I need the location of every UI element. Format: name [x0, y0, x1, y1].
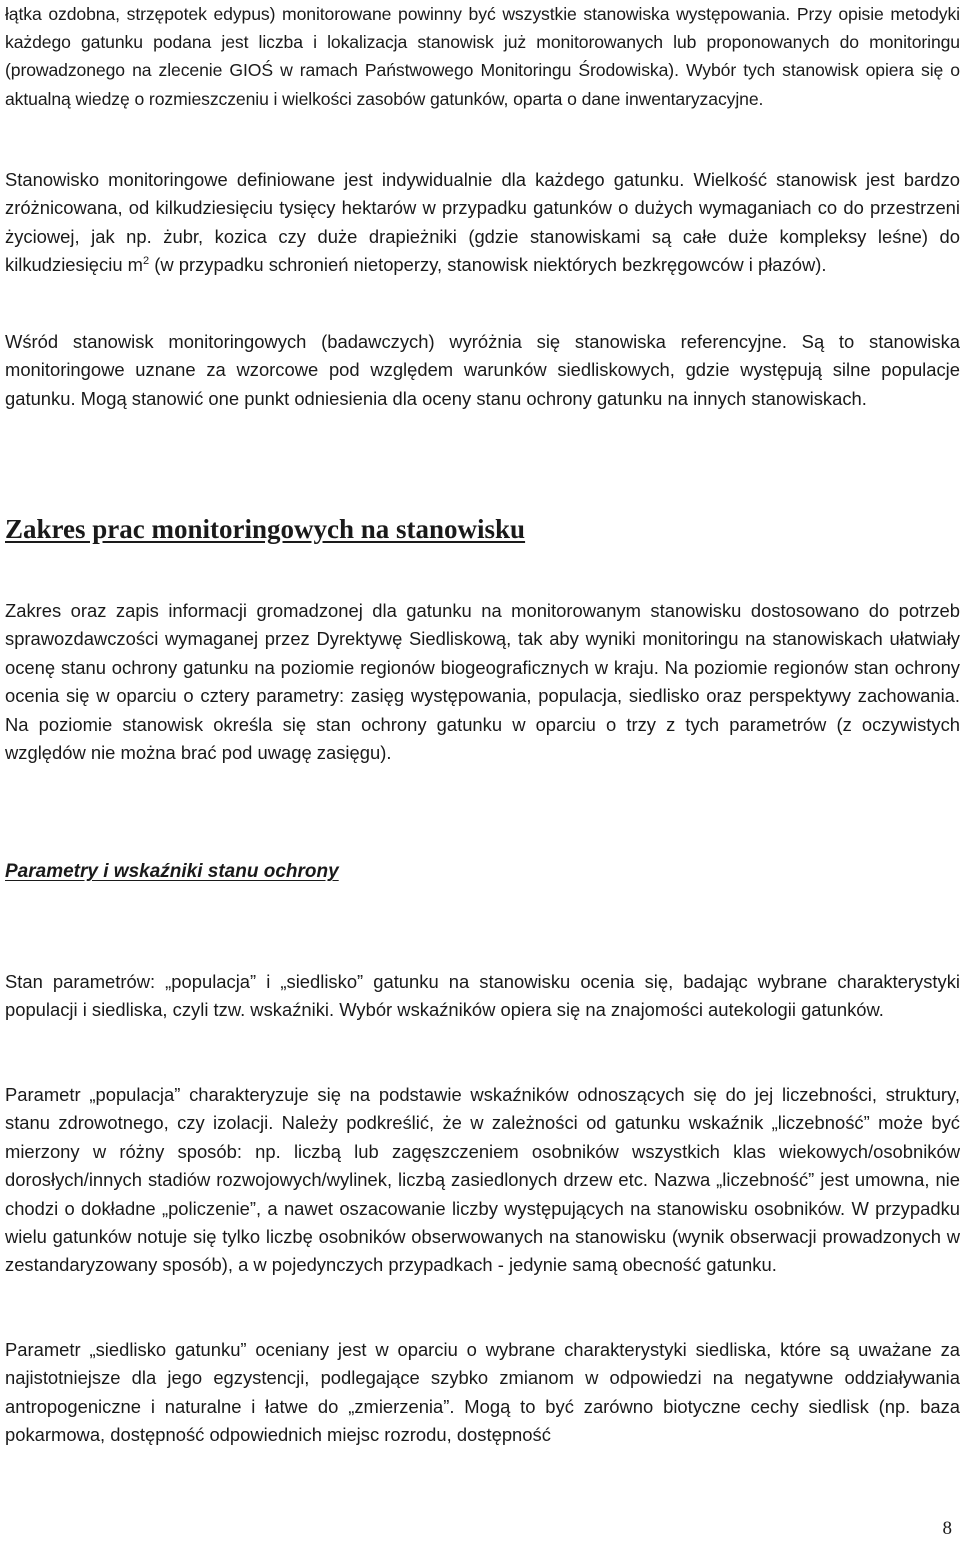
subsection-heading: Parametry i wskaźniki stanu ochrony — [5, 861, 339, 882]
habitat-paragraph: Parametr „siedlisko gatunku” oceniany jest w oparciu o wybrane charakterystyki siedliska, które są uważane za najistotniejsze dla jego egzystencji, podlegające szybko zmianom w odpowiedzi na negatywne oddziaływania antropogeniczne i naturalne i łatwe do „zmierzenia”. Mogą to być zarówno biotyczne cechy siedlisk (np. baza pokarmowa, dostępność odpowiednich miejsc rozrodu, dostępność — [5, 1339, 960, 1446]
intro-sentence-2: Przy opisie metodyki każdego gatunku podana jest liczba i lokalizacja stanowisk już monitorowanych lub proponowanych do monitoringu (prowadzonego na zlecenie GIOŚ w ramach Państwowego Monitoringu Środowiska). — [5, 4, 960, 81]
stanowisko-text-1: Stanowisko monitoringowe definiowane jest indywidualnie dla każdego gatunku. Wielkość stanowisk jest bardzo zróżnicowana, od kilkudziesięciu tysięcy hektarów w przypadku gatunków o dużych wymaganiach co do przestrzeni życiowej, jak np. żubr, kozica czy duże drapieżniki (gdzie stanowiskami są całe duże kompleksy leśne) do kilkudziesięciu m — [5, 169, 960, 276]
intro-line-1: łątka ozdobna, strzępotek edypus) monitorowane powinny być wszystkie stanowiska występowania. — [5, 4, 791, 24]
scope-paragraph: Zakres oraz zapis informacji gromadzonej dla gatunku na monitorowanym stanowisku dostosowano do potrzeb sprawozdawczości wymaganej przez Dyrektywę Siedliskową, tak aby wyniki monitoringu na stanowiskach ułatwiały ocenę stanu ochrony gatunku na poziomie regionów biogeograficznych w kraju. Na poziomie regionów stan ochrony ocenia się w oparciu o cztery parametry: zasięg występowania, populacja, siedlisko oraz perspektywy zachowania. Na poziomie stanowisk określa się stan ochrony gatunku w oparciu o trzy z tych parametrów (z oczywistych względów nie można brać pod uwagę zasięgu). — [5, 600, 960, 764]
stanowisko-text-2: (w przypadku schronień nietoperzy, stanowisk niektórych bezkręgowców i płazów). — [149, 254, 827, 276]
page-number: 8 — [942, 1518, 952, 1539]
population-paragraph: Parametr „populacja” charakteryzuje się na podstawie wskaźników odnoszących się do jej liczebności, struktury, stanu zdrowotnego, czy izolacji. Należy podkreślić, że w zależności od gatunku wskaźnik „liczebność” może być mierzony w różny sposób: np. liczbą lub zagęszczeniem osobników wszystkich klas wiekowych/osobników dorosłych/innych stadiów rozwojowych/wylinek, liczbą zasiedlonych drzew etc. Nazwa „liczebność” jest umowna, nie chodzi o dokładne „policzenie”, a nawet oszacowanie liczby występujących na stanowisku osobników. W przypadku wielu gatunków notuje się tylko liczbę osobników obserwowanych na stanowisku (wynik obserwacji prowadzonych w zestandaryzowany sposób), a w pojedynczych przypadkach - jedynie samą obecność gatunku. — [5, 1084, 960, 1276]
stanowisko-paragraph — [5, 166, 960, 280]
superscript-2: 2 — [142, 255, 150, 268]
reference-paragraph: Wśród stanowisk monitoringowych (badawczych) wyróżnia się stanowiska referencyjne. Są to stanowiska monitoringowe uznane za wzorcowe pod względem warunków siedliskowych, gdzie występują silne populacje gatunku. Mogą stanowić one punkt odniesienia dla oceny stanu ochrony gatunku na innych stanowiskach. — [5, 331, 960, 409]
parameters-paragraph: Stan parametrów: „populacja” i „siedlisko” gatunku na stanowisku ocenia się, badając wybrane charakterystyki populacji i siedliska, czyli tzw. wskaźniki. Wybór wskaźników opiera się na znajomości autekologii gatunków. — [5, 971, 960, 1021]
intro-paragraph — [5, 0, 960, 113]
section-heading: Zakres prac monitoringowych na stanowisku — [5, 514, 526, 544]
intro-sentence-3: Wybór tych stanowisk opiera się o aktualną wiedzę o rozmieszczeniu i wielkości zasobów gatunków, oparta o dane inwentaryzacyjne. — [5, 60, 960, 109]
